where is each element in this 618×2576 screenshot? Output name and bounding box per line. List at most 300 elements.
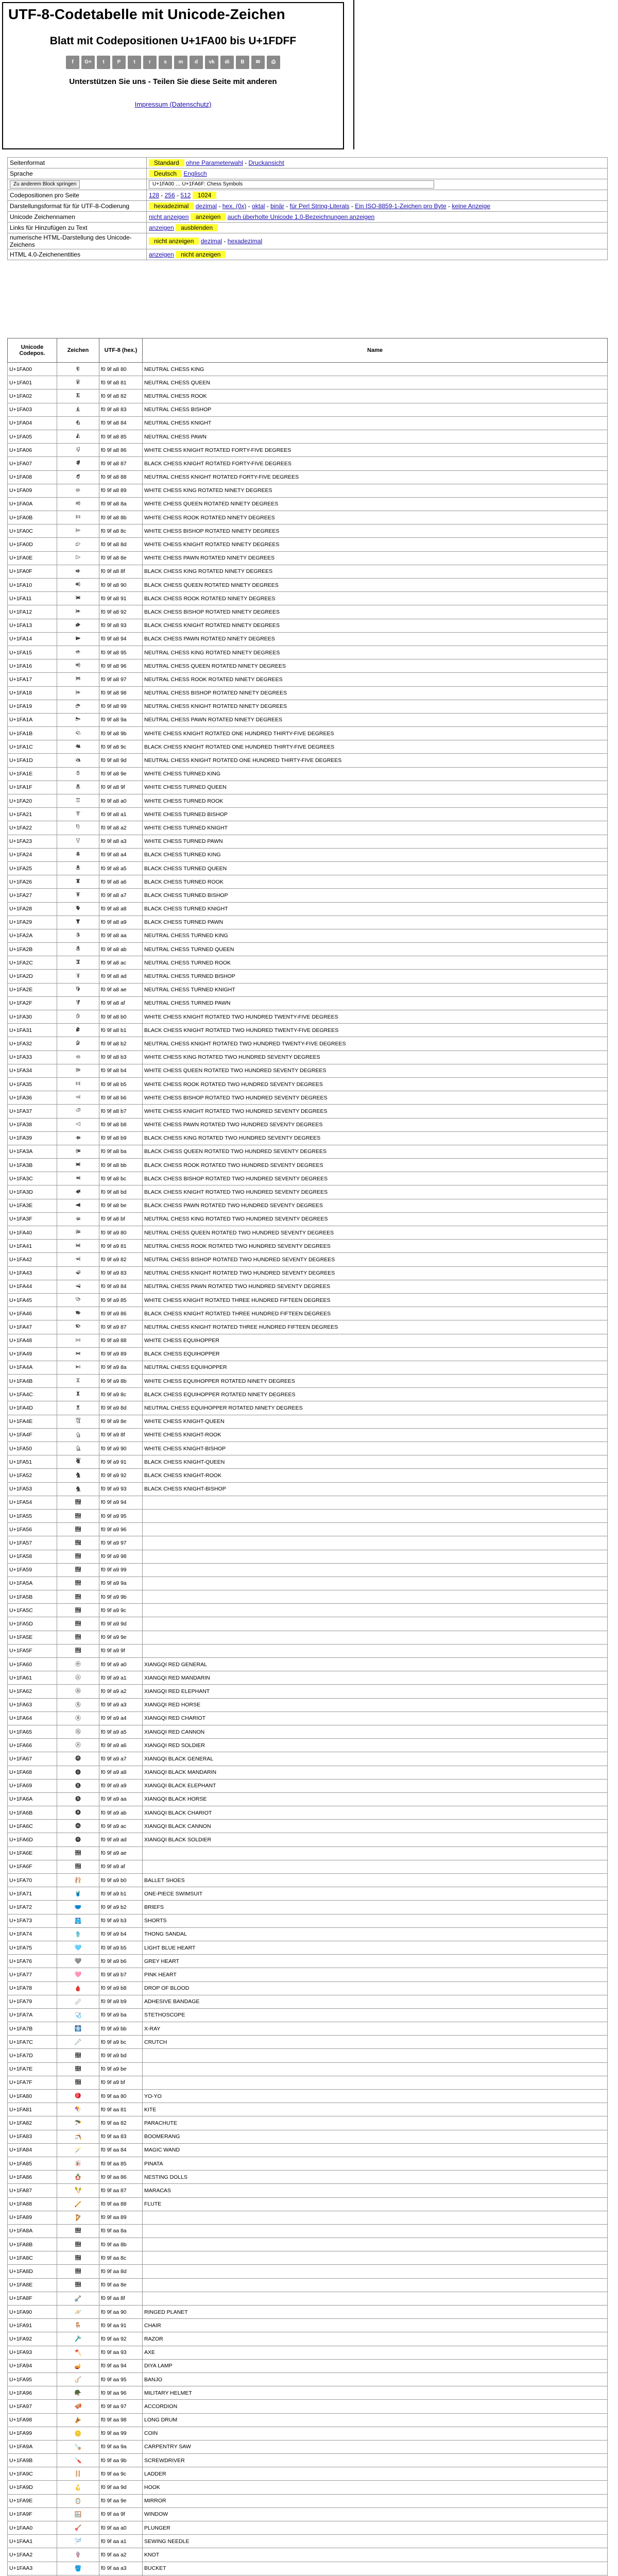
utf8-cell: f0 9f a9 a9: [99, 1779, 143, 1792]
table-row: [8, 1509, 608, 1522]
table-row: [8, 1131, 608, 1145]
char-cell: 🪄: [57, 2143, 99, 2157]
utf8-cell: f0 9f a9 bc: [99, 2036, 143, 2049]
utf8-cell: f0 9f aa 86: [99, 2171, 143, 2184]
name-cell: [143, 1536, 608, 1550]
name-cell: LADDER: [143, 2467, 608, 2481]
stumbleupon-icon[interactable]: s: [159, 56, 172, 69]
name-cell: BLACK CHESS QUEEN ROTATED NINETY DEGREES: [143, 579, 608, 592]
table-row: [8, 1442, 608, 1455]
name-cell: BRIEFS: [143, 1901, 608, 1914]
codepoint-cell: U+1FA0B: [8, 511, 57, 524]
codepoint-cell: U+1FA81: [8, 2103, 57, 2116]
settings-option-link[interactable]: Englisch: [183, 170, 207, 177]
codepoint-cell: U+1FA15: [8, 646, 57, 659]
codepoint-cell: U+1FA31: [8, 1024, 57, 1037]
block-select[interactable]: U+1FA00 … U+1FA6F: Chess Symbols: [149, 180, 434, 189]
codepoint-cell: U+1FA04: [8, 416, 57, 430]
char-cell: 🨹: [57, 1131, 99, 1145]
utf8-cell: f0 9f a8 98: [99, 686, 143, 700]
utf8-cell: f0 9f a8 9e: [99, 767, 143, 781]
name-cell: NEUTRAL CHESS BISHOP ROTATED NINETY DEGREES: [143, 686, 608, 700]
table-row: [8, 1415, 608, 1428]
codepoint-cell: U+1FA16: [8, 659, 57, 673]
name-cell: BLACK CHESS BISHOP ROTATED TWO HUNDRED SEVENTY DEGREES: [143, 1172, 608, 1185]
googleplus-icon[interactable]: G+: [81, 56, 95, 69]
table-row: [8, 835, 608, 848]
codepoint-cell: U+1FA9E: [8, 2494, 57, 2507]
settings-option-link[interactable]: 128: [149, 192, 160, 199]
name-cell: [143, 1550, 608, 1563]
char-cell: 🩿: [57, 2076, 99, 2089]
settings-option-link[interactable]: 512: [180, 192, 191, 199]
utf8-cell: f0 9f a9 8b: [99, 1375, 143, 1388]
table-row: [8, 2103, 608, 2116]
settings-option-link[interactable]: anzeigen: [149, 251, 174, 258]
codepoint-cell: U+1FA76: [8, 1955, 57, 1968]
name-cell: STETHOSCOPE: [143, 2008, 608, 2022]
char-cell: 🨯: [57, 996, 99, 1010]
char-cell: 🩷: [57, 1968, 99, 1981]
table-row: [8, 1334, 608, 1347]
table-row: [8, 1590, 608, 1604]
char-cell: 🪛: [57, 2454, 99, 2467]
char-cell: 🨊: [57, 497, 99, 511]
char-cell: 🨭: [57, 970, 99, 983]
name-cell: [143, 1860, 608, 1873]
codepoint-cell: U+1FA82: [8, 2116, 57, 2130]
char-cell: 🩙: [57, 1563, 99, 1577]
name-cell: XIANGQI RED GENERAL: [143, 1658, 608, 1671]
jump-block-button[interactable]: Zu anderem Block springen: [10, 180, 80, 189]
codepoint-cell: U+1FA8D: [8, 2265, 57, 2278]
table-row: [8, 551, 608, 565]
name-cell: WHITE CHESS TURNED ROOK: [143, 794, 608, 808]
name-cell: BLACK CHESS QUEEN ROTATED TWO HUNDRED SEVENTY DEGREES: [143, 1145, 608, 1158]
table-row: [8, 1617, 608, 1631]
codepoint-cell: U+1FA3D: [8, 1185, 57, 1199]
settings-option-link[interactable]: nicht anzeigen: [149, 213, 189, 221]
support-text: Unterstützen Sie uns - Teilen Sie diese Seite mit anderen: [69, 77, 277, 86]
delicious-icon[interactable]: d: [190, 56, 203, 69]
codepoint-cell: U+1FA0E: [8, 551, 57, 565]
char-cell: 🨠: [57, 794, 99, 808]
table-row: [8, 700, 608, 713]
utf8-cell: f0 9f a8 83: [99, 403, 143, 416]
codepoint-cell: U+1FA2A: [8, 929, 57, 942]
table-row: [8, 781, 608, 794]
char-cell: 🨅: [57, 430, 99, 443]
char-cell: 🪋: [57, 2238, 99, 2251]
table-row: [8, 619, 608, 632]
char-cell: 🨗: [57, 673, 99, 686]
name-cell: XIANGQI RED MANDARIN: [143, 1671, 608, 1685]
utf8-cell: f0 9f a9 8c: [99, 1388, 143, 1401]
codepoint-cell: U+1FA79: [8, 1995, 57, 2008]
table-row: [8, 484, 608, 497]
utf8-cell: f0 9f a8 ae: [99, 983, 143, 996]
name-cell: PINK HEART: [143, 1968, 608, 1981]
utf8-cell: f0 9f a8 86: [99, 444, 143, 457]
settings-option-link[interactable]: binär: [270, 202, 284, 210]
table-row: [8, 1388, 608, 1401]
codepoint-cell: U+1FA5F: [8, 1644, 57, 1657]
codepoint-cell: U+1FA24: [8, 848, 57, 861]
settings-row: Codepositionen pro Seite 128 - 256 - 512 1024: [8, 190, 608, 201]
char-cell: 🨜: [57, 740, 99, 754]
settings-option-link[interactable]: Ein ISO-8859-1-Zeichen pro Byte: [355, 202, 447, 210]
table-row: [8, 1536, 608, 1550]
header-utf8: UTF-8 (hex.): [99, 338, 143, 363]
char-cell: 🪒: [57, 2332, 99, 2346]
utf8-cell: f0 9f aa a3: [99, 2562, 143, 2575]
codepoint-cell: U+1FA29: [8, 916, 57, 929]
table-row: [8, 970, 608, 983]
header-box: [2, 2, 344, 149]
char-cell: 🨂: [57, 389, 99, 403]
char-cell: 🨒: [57, 605, 99, 619]
email-icon[interactable]: ✉: [251, 56, 265, 69]
char-cell: 🪐: [57, 2306, 99, 2319]
char-cell: 🪜: [57, 2467, 99, 2481]
char-cell: 🩴: [57, 1927, 99, 1941]
utf8-cell: f0 9f aa 87: [99, 2184, 143, 2197]
settings-option-link[interactable]: keine Anzeige: [452, 202, 491, 210]
codepoint-cell: U+1FA55: [8, 1509, 57, 1522]
codepoint-cell: U+1FA27: [8, 889, 57, 902]
utf8-cell: f0 9f aa 89: [99, 2211, 143, 2224]
char-cell: 🪢: [57, 2548, 99, 2562]
name-cell: LONG DRUM: [143, 2413, 608, 2427]
char-cell: 🨀: [57, 363, 99, 376]
char-cell: 🩛: [57, 1590, 99, 1604]
table-row: [8, 861, 608, 875]
codepoint-cell: U+1FA58: [8, 1550, 57, 1563]
name-cell: WHITE CHESS KNIGHT ROTATED ONE HUNDRED THIRTY-FIVE DEGREES: [143, 727, 608, 740]
codepoint-cell: U+1FA13: [8, 619, 57, 632]
name-cell: [143, 2265, 608, 2278]
codepoint-cell: U+1FA18: [8, 686, 57, 700]
name-cell: [143, 1496, 608, 1509]
name-cell: WHITE CHESS TURNED PAWN: [143, 835, 608, 848]
table-row: [8, 821, 608, 835]
table-row: [8, 2386, 608, 2400]
char-cell: 🨖: [57, 659, 99, 673]
utf8-cell: f0 9f a8 b2: [99, 1037, 143, 1050]
settings-option-link[interactable]: auch überholte Unicode 1.0-Bezeichnungen anzeigen: [227, 213, 375, 221]
table-row: [8, 1428, 608, 1442]
char-cell: 🪚: [57, 2440, 99, 2453]
codepoint-cell: U+1FA20: [8, 794, 57, 808]
char-cell: 🩮: [57, 1846, 99, 1860]
utf8-cell: f0 9f a9 8a: [99, 1361, 143, 1374]
utf8-cell: f0 9f a8 9c: [99, 740, 143, 754]
utf8-cell: f0 9f a8 93: [99, 619, 143, 632]
codepoint-cell: U+1FA7D: [8, 2049, 57, 2062]
codepoint-cell: U+1FA26: [8, 875, 57, 889]
utf8-cell: f0 9f a8 a4: [99, 848, 143, 861]
char-cell: 🩯: [57, 1860, 99, 1873]
codepoint-cell: U+1FA60: [8, 1658, 57, 1671]
utf8-cell: f0 9f a8 bc: [99, 1172, 143, 1185]
name-cell: NEUTRAL CHESS PAWN: [143, 430, 608, 443]
codepoint-cell: U+1FA6A: [8, 1792, 57, 1806]
char-cell: 🪣: [57, 2562, 99, 2575]
char-cell: 🪕: [57, 2372, 99, 2386]
table-row: [8, 2171, 608, 2184]
name-cell: SEWING NEEDLE: [143, 2535, 608, 2548]
name-cell: CARPENTRY SAW: [143, 2440, 608, 2453]
codepoint-cell: U+1FA2E: [8, 983, 57, 996]
settings-option-link[interactable]: für Perl String-Literals: [289, 202, 350, 210]
codepoint-cell: U+1FA70: [8, 1874, 57, 1887]
char-cell: 🨲: [57, 1037, 99, 1050]
table-row: [8, 2400, 608, 2413]
utf8-cell: f0 9f aa 9f: [99, 2507, 143, 2521]
table-row: [8, 1860, 608, 1873]
utf8-cell: f0 9f a9 a7: [99, 1752, 143, 1766]
codepoint-cell: U+1FA14: [8, 632, 57, 646]
name-cell: WHITE CHESS KING ROTATED TWO HUNDRED SEVENTY DEGREES: [143, 1050, 608, 1064]
codepoint-cell: U+1FA43: [8, 1266, 57, 1280]
settings-option-selected: Standard: [149, 159, 184, 166]
table-row: [8, 1658, 608, 1671]
codepoint-cell: U+1FA63: [8, 1698, 57, 1711]
utf8-cell: f0 9f a9 bf: [99, 2076, 143, 2089]
impressum-link[interactable]: Impressum (Datenschutz): [134, 100, 212, 108]
table-row: [8, 1833, 608, 1846]
name-cell: XIANGQI BLACK MANDARIN: [143, 1766, 608, 1779]
char-cell: 🩺: [57, 2008, 99, 2022]
table-row: [8, 1887, 608, 1901]
twitter-icon[interactable]: t: [97, 56, 110, 69]
table-row: [8, 2251, 608, 2265]
table-row: [8, 996, 608, 1010]
table-row: [8, 1779, 608, 1792]
name-cell: BLACK CHESS KNIGHT-BISHOP: [143, 1482, 608, 1496]
settings-option-link[interactable]: hex. (0x): [222, 202, 247, 210]
table-row: [8, 1739, 608, 1752]
utf8-cell: f0 9f a9 b6: [99, 1955, 143, 1968]
codepoint-cell: U+1FAA1: [8, 2535, 57, 2548]
reddit-icon[interactable]: r: [143, 56, 157, 69]
settings-row: [8, 168, 608, 179]
utf8-cell: f0 9f a9 9e: [99, 1631, 143, 1644]
name-cell: WHITE CHESS KNIGHT-ROOK: [143, 1428, 608, 1442]
table-row: [8, 1820, 608, 1833]
table-row: [8, 902, 608, 916]
table-row: [8, 2359, 608, 2372]
table-row: [8, 2211, 608, 2224]
pinterest-icon[interactable]: P: [112, 56, 126, 69]
codepoint-cell: U+1FA6F: [8, 1860, 57, 1873]
char-cell: 🩰: [57, 1874, 99, 1887]
char-cell: 🨆: [57, 444, 99, 457]
settings-label: numerische HTML-Darstellung des Unicode-Zeichens: [10, 234, 132, 248]
utf8-cell: f0 9f a9 b9: [99, 1995, 143, 2008]
name-cell: BOOMERANG: [143, 2130, 608, 2143]
settings-option-selected: ausblenden: [176, 224, 218, 231]
utf8-cell: f0 9f a9 91: [99, 1455, 143, 1469]
char-cell: 🪟: [57, 2507, 99, 2521]
table-row: [8, 2454, 608, 2467]
codepoint-cell: U+1FA5C: [8, 1604, 57, 1617]
settings-option-link[interactable]: 256: [164, 192, 175, 199]
table-row: [8, 2427, 608, 2440]
codepoint-cell: U+1FA1C: [8, 740, 57, 754]
name-cell: NEUTRAL CHESS TURNED PAWN: [143, 996, 608, 1010]
codepoint-cell: U+1FA28: [8, 902, 57, 916]
name-cell: DIYA LAMP: [143, 2359, 608, 2372]
utf8-cell: f0 9f aa 95: [99, 2372, 143, 2386]
print-icon[interactable]: ⎙: [267, 56, 280, 69]
utf8-cell: f0 9f a9 81: [99, 1240, 143, 1253]
table-row: [8, 1347, 608, 1361]
utf8-cell: f0 9f a8 b9: [99, 1131, 143, 1145]
codepoint-cell: U+1FA8B: [8, 2238, 57, 2251]
char-cell: 🪠: [57, 2521, 99, 2535]
name-cell: BALLET SHOES: [143, 1874, 608, 1887]
name-cell: [143, 2211, 608, 2224]
table-row: [8, 1577, 608, 1590]
name-cell: NEUTRAL CHESS QUEEN: [143, 376, 608, 389]
codepoint-cell: U+1FA12: [8, 605, 57, 619]
codepoint-cell: U+1FA61: [8, 1671, 57, 1685]
codepoint-cell: U+1FA4B: [8, 1375, 57, 1388]
name-cell: X-RAY: [143, 2022, 608, 2036]
char-cell: 🨦: [57, 875, 99, 889]
utf8-cell: f0 9f a8 a5: [99, 861, 143, 875]
name-cell: WHITE CHESS PAWN ROTATED TWO HUNDRED SEVENTY DEGREES: [143, 1118, 608, 1131]
utf8-cell: f0 9f a8 a1: [99, 808, 143, 821]
char-cell: 🩩: [57, 1779, 99, 1792]
utf8-cell: f0 9f a8 81: [99, 376, 143, 389]
table-row: [8, 1685, 608, 1698]
table-row: [8, 538, 608, 551]
codepoint-cell: U+1FA86: [8, 2171, 57, 2184]
settings-label: Codepositionen pro Seite: [10, 192, 79, 199]
name-cell: CRUTCH: [143, 2036, 608, 2049]
codepoint-cell: U+1FA19: [8, 700, 57, 713]
name-cell: PARACHUTE: [143, 2116, 608, 2130]
table-row: [8, 2265, 608, 2278]
utf8-cell: f0 9f a9 b7: [99, 1968, 143, 1981]
settings-option-link[interactable]: oktal: [252, 202, 265, 210]
codepoint-cell: U+1FA34: [8, 1064, 57, 1077]
codepoint-cell: U+1FA62: [8, 1685, 57, 1698]
codepoint-cell: U+1FA7B: [8, 2022, 57, 2036]
table-row: [8, 2157, 608, 2170]
name-cell: BLACK CHESS TURNED QUEEN: [143, 861, 608, 875]
name-cell: [143, 2292, 608, 2305]
codepoint-cell: U+1FA3C: [8, 1172, 57, 1185]
name-cell: MAGIC WAND: [143, 2143, 608, 2157]
table-row: [8, 2062, 608, 2076]
codepoint-cell: U+1FA44: [8, 1280, 57, 1293]
char-cell: 🩚: [57, 1577, 99, 1590]
utf8-cell: f0 9f a9 97: [99, 1536, 143, 1550]
table-row: [8, 1927, 608, 1941]
settings-option-link[interactable]: dezimal: [195, 202, 217, 210]
table-row: [8, 1037, 608, 1050]
facebook-icon[interactable]: f: [66, 56, 79, 69]
codepoint-cell: U+1FA6E: [8, 1846, 57, 1860]
codepoint-cell: U+1FA33: [8, 1050, 57, 1064]
table-row: [8, 1941, 608, 1954]
codepoint-cell: U+1FA8F: [8, 2292, 57, 2305]
name-cell: KNOT: [143, 2548, 608, 2562]
settings-option-link[interactable]: Druckansicht: [248, 159, 284, 166]
settings-label: Unicode Zeichennamen: [10, 213, 75, 221]
codepoint-cell: U+1FA0F: [8, 565, 57, 578]
table-row: [8, 1846, 608, 1860]
name-cell: LIGHT BLUE HEART: [143, 1941, 608, 1954]
utf8-cell: f0 9f a8 91: [99, 592, 143, 605]
utf8-cell: f0 9f a8 b7: [99, 1105, 143, 1118]
codepoint-cell: U+1FA06: [8, 444, 57, 457]
name-cell: BLACK CHESS KNIGHT ROTATED THREE HUNDRED FIFTEEN DEGREES: [143, 1307, 608, 1320]
utf8-cell: f0 9f a9 bb: [99, 2022, 143, 2036]
codepoint-cell: U+1FA4D: [8, 1401, 57, 1415]
char-cell: 🨐: [57, 579, 99, 592]
codepoint-cell: U+1FA95: [8, 2372, 57, 2386]
name-cell: BLACK CHESS KING ROTATED TWO HUNDRED SEVENTY DEGREES: [143, 1131, 608, 1145]
name-cell: XIANGQI RED CANNON: [143, 1725, 608, 1738]
table-row: [8, 2130, 608, 2143]
blogger-icon[interactable]: B: [236, 56, 249, 69]
name-cell: NEUTRAL CHESS KNIGHT ROTATED FORTY-FIVE DEGREES: [143, 470, 608, 484]
settings-option-link[interactable]: dezimal: [200, 238, 222, 245]
char-cell: 🨶: [57, 1091, 99, 1105]
codepoint-cell: U+1FA30: [8, 1010, 57, 1024]
char-cell: 🨺: [57, 1145, 99, 1158]
myspace-icon[interactable]: m: [174, 56, 187, 69]
codepoint-cell: U+1FA77: [8, 1968, 57, 1981]
name-cell: [143, 1523, 608, 1536]
codepoint-cell: U+1FA01: [8, 376, 57, 389]
codepoint-cell: U+1FA78: [8, 1981, 57, 1995]
utf8-cell: f0 9f a8 ba: [99, 1145, 143, 1158]
name-cell: [143, 1846, 608, 1860]
header-name: Name: [143, 338, 608, 363]
name-cell: NEUTRAL CHESS TURNED BISHOP: [143, 970, 608, 983]
utf8-cell: f0 9f a9 ad: [99, 1833, 143, 1846]
settings-row: [8, 212, 608, 223]
vk-icon[interactable]: vk: [205, 56, 218, 69]
utf8-cell: f0 9f a9 be: [99, 2062, 143, 2076]
table-row: [8, 673, 608, 686]
utf8-cell: f0 9f a9 a6: [99, 1739, 143, 1752]
settings-option-link[interactable]: hexadezimal: [227, 238, 263, 245]
settings-option-link[interactable]: ohne Parameterwahl: [186, 159, 243, 166]
name-cell: BANJO: [143, 2372, 608, 2386]
digg-icon[interactable]: di: [220, 56, 234, 69]
settings-option-link[interactable]: anzeigen: [149, 224, 174, 231]
tumblr-icon[interactable]: t: [128, 56, 141, 69]
name-cell: YO-YO: [143, 2090, 608, 2103]
name-cell: XIANGQI BLACK ELEPHANT: [143, 1779, 608, 1792]
char-cell: 🩽: [57, 2049, 99, 2062]
table-row: [8, 1792, 608, 1806]
utf8-cell: f0 9f a8 a3: [99, 835, 143, 848]
char-cell: 🪗: [57, 2400, 99, 2413]
table-row: [8, 1401, 608, 1415]
char-cell: 🪑: [57, 2319, 99, 2332]
utf8-cell: f0 9f a8 bf: [99, 1212, 143, 1226]
char-cell: 🨢: [57, 821, 99, 835]
utf8-cell: f0 9f a9 a8: [99, 1766, 143, 1779]
table-row: [8, 2467, 608, 2481]
